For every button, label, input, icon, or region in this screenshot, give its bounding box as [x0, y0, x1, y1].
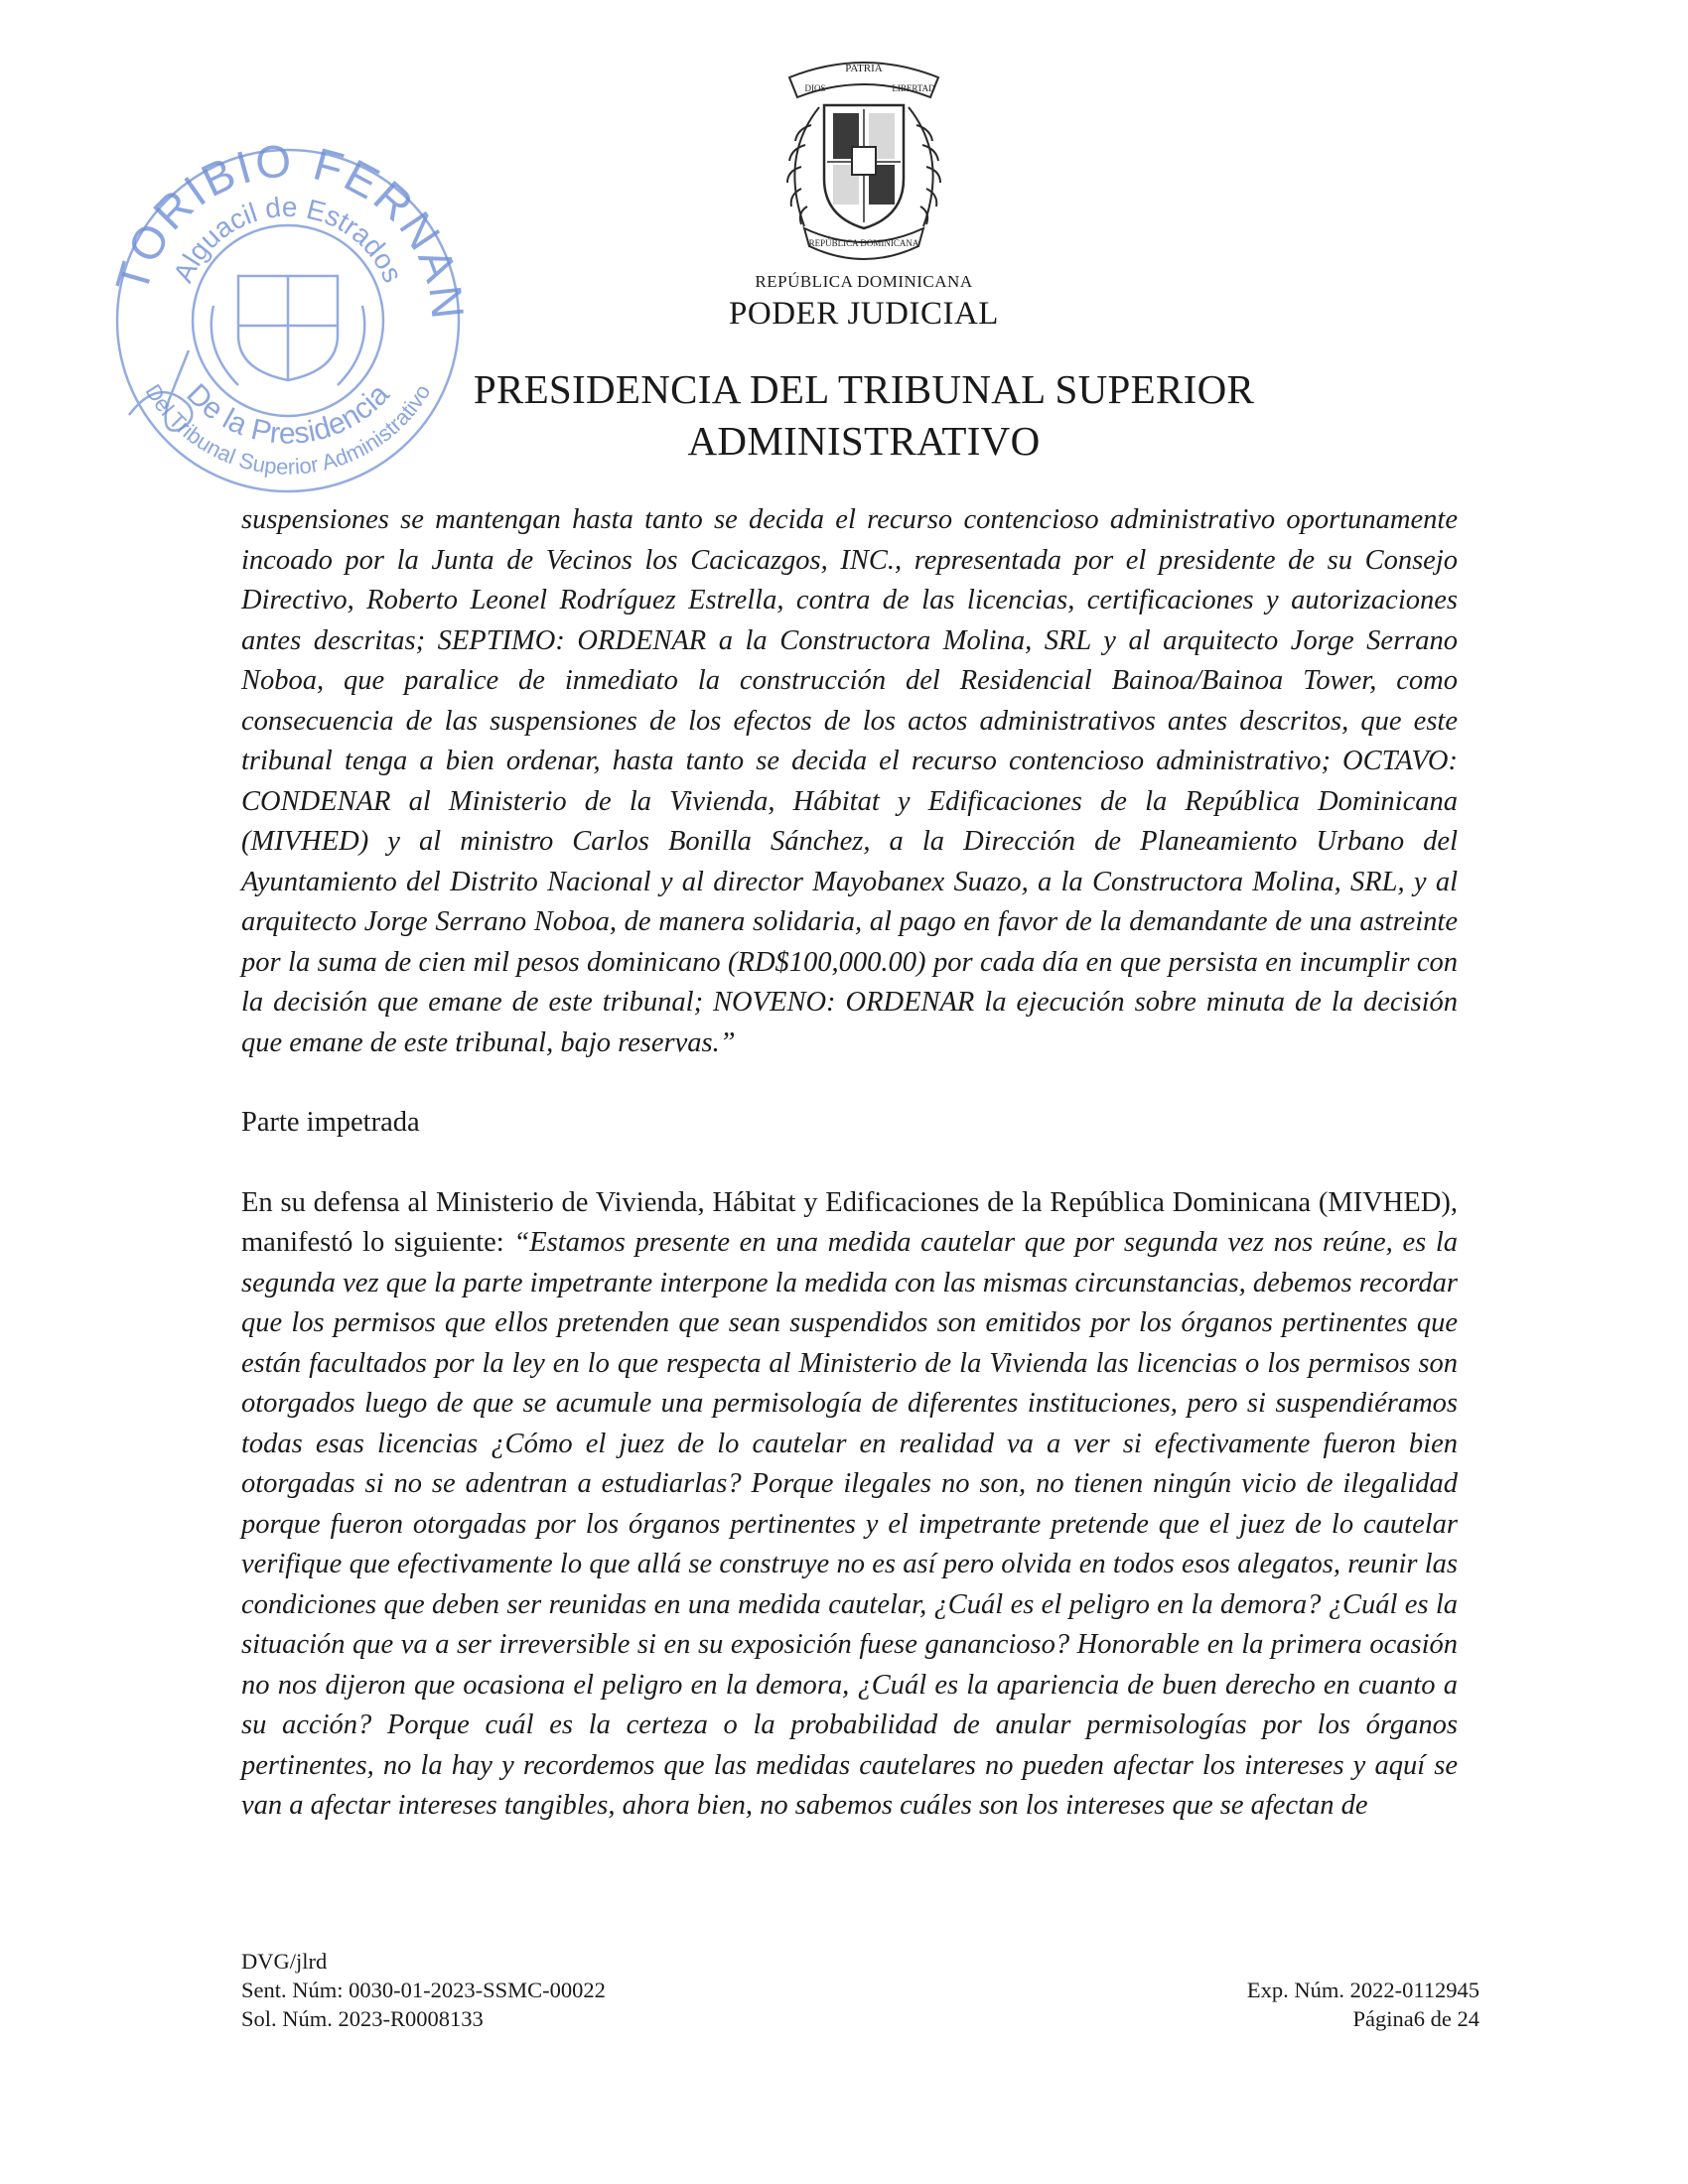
- court-title: [427, 363, 1301, 467]
- defense-intro: En su defensa al Ministerio de Vivienda, Hábitat y Edificaciones de la República Dominicana (MIVHED), manifestó lo siguiente:: [241, 1186, 1458, 1258]
- judicial-branch: PODER JUDICIAL: [729, 296, 999, 332]
- court-title-line2: ADMINISTRATIVO: [687, 418, 1041, 464]
- footer-expedient-number: Exp. Núm. 2022-0112945: [1246, 1978, 1479, 2002]
- crest-ribbon-text: REPÚBLICA DOMINICANA: [808, 238, 919, 248]
- crest-motto-right: LIBERTAD: [892, 83, 935, 93]
- crest-motto-top: PATRIA: [845, 63, 883, 74]
- seal-bottom-text: Del Tribunal Superior Administrativo: [140, 379, 436, 479]
- footer-sentence-number: Sent. Núm: 0030-01-2023-SSMC-00022: [241, 1978, 606, 2002]
- crest-motto-left: DIOS: [804, 83, 826, 93]
- footer-initials: DVG/jlrd: [241, 1949, 328, 1974]
- court-title-line1: PRESIDENCIA DEL TRIBUNAL SUPERIOR: [473, 366, 1255, 412]
- footer-solicitation-number: Sol. Núm. 2023-R0008133: [241, 2006, 484, 2031]
- document-body: [241, 500, 1458, 1827]
- coat-of-arms-emblem: [750, 48, 978, 274]
- seal-icon: [89, 117, 487, 524]
- footer-left: [241, 1947, 606, 2033]
- country-name: REPÚBLICA DOMINICANA: [755, 272, 973, 291]
- defense-paragraph: [241, 1183, 1458, 1827]
- seal-lower-text: De la Presidencia: [180, 377, 396, 451]
- quoted-petition-paragraph: suspensiones se mantengan hasta tanto se decida el recurso contencioso administrativo oportunamente incoado por la Junta de Vecinos los Cacicazgos, INC., representada por el presidente de su Consejo Directivo, Roberto Leonel Rodríguez Estrella, contra de las licencias, certificaciones y autorizaciones antes descritas; SEPTIMO: ORDENAR a la Constructora Molina, SRL y al arquitecto Jorge Serrano Noboa, que paralice de inmediato la construcción del Residencial Bainoa/Bainoa Tower, como consecuencia de las suspensiones de los efectos de los actos administrativos antes descritos, que este tribunal tenga a bien ordenar, hasta tanto se decida el recurso contencioso administrativo; OCTAVO: CONDENAR al Ministerio de la Vivienda, Hábitat y Edificaciones de la República Dominicana (MIVHED) y al ministro Carlos Bonilla Sánchez, a la Dirección de Planeamiento Urbano del Ayuntamiento del Distrito Nacional y al director Mayobanex Suazo, a la Constructora Molina, SRL, y al arquitecto Jorge Serrano Noboa, de manera solidaria, al pago en favor de la demandante de una astreinte por la suma de cien mil pesos dominicano (RD$100,000.00) por cada día en que persista en incumplir con la decisión que emane de este tribunal; NOVENO: ORDENAR la ejecución sobre minuta de la decisión que emane de este tribunal, bajo reservas.”: [241, 504, 1458, 1058]
- footer-right: [1082, 1976, 1479, 2033]
- section-heading: Parte impetrada: [241, 1107, 420, 1138]
- seal-outer-text: TORIBIO FERNAN: [105, 134, 475, 325]
- coat-of-arms-icon: [750, 48, 978, 274]
- seal-role-text: Alguacil de Estrados: [167, 191, 409, 288]
- defense-quote: “Estamos presente en una medida cautelar que por segunda vez nos reúne, es la segunda vez que la parte impetrante interpone la medida con las mismas circunstancias, debemos recordar que los permisos que ellos pretenden que sean suspendidos son emitidos por los órganos pertinentes que están facultados por la ley en lo que respecta al Ministerio de la Vivienda las licencias o los permisos son otorgados luego de que se acumule una permisología de diferentes instituciones, pero si suspendiéramos todas esas licencias ¿Cómo el juez de lo cautelar en realidad va a ver si efectivamente fueron bien otorgadas si no se adentran a estudiarlas? Porque ilegales no son, no tienen ningún vicio de ilegalidad porque fueron otorgadas por los órganos pertinentes y el impetrante pretende que el juez de lo cautelar verifique que efectivamente lo que allá se construye no es así pero olvida en todos esos alegatos, reunir las condiciones que deben ser reunidas en una medida cautelar, ¿Cuál es el peligro en la demora? ¿Cuál es la situación que va a ser irreversible si en su exposición fuese ganancioso? Honorable en la primera ocasión no nos dijeron que ocasiona el peligro en la demora, ¿Cuál es la apariencia de buen derecho en cuanto a su acción? Porque cuál es la certeza o la probabilidad de anular permisologías por los órganos pertinentes, no la hay y recordemos que las medidas cautelares no pueden afectar los intereses y aquí se van a afectar intereses tangibles, ahora bien, no sabemos cuáles son los intereses que se afectan de: [241, 1227, 1459, 1821]
- footer-page-number: Página6 de 24: [1352, 2006, 1479, 2031]
- bailiff-seal-stamp: [89, 117, 487, 524]
